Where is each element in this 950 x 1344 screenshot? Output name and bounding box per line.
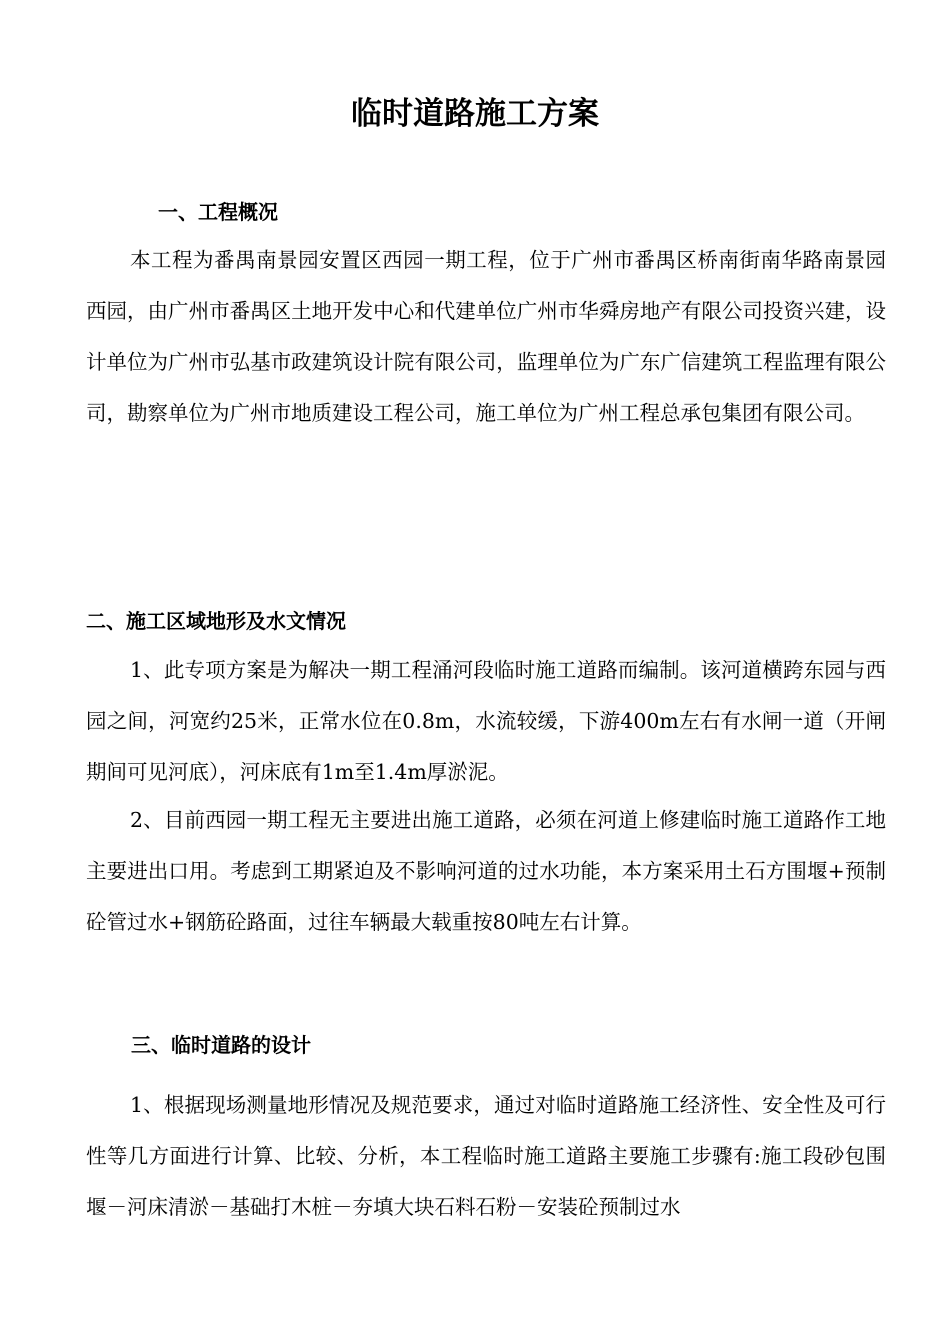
section-heading-overview: 一、工程概况 [158, 200, 278, 224]
section-heading-terrain-hydrology: 二、施工区域地形及水文情况 [86, 609, 346, 633]
page-title: 临时道路施工方案 [351, 96, 599, 132]
paragraph-terrain-2: 2、目前西园一期工程无主要进出施工道路，必须在河道上修建临时施工道路作工地主要进出口用。考虑到工期紧迫及不影响河道的过水功能，本方案采用土石方围堰+预制砼管过水+钢筋砼路面，过往车辆最大载重按80吨左右计算。 [86, 808, 886, 934]
section-heading-road-design: 三、临时道路的设计 [131, 1033, 311, 1057]
paragraph-road-design-1: 1、根据现场测量地形情况及规范要求，通过对临时道路施工经济性、安全性及可行性等几方面进行计算、比较、分析，本工程临时施工道路主要施工步骤有:施工段砂包围堰－河床清淤－基础打木桩－夯填大块石料石粉－安装砼预制过水 [86, 1093, 886, 1219]
paragraph-terrain-1: 1、此专项方案是为解决一期工程涌河段临时施工道路而编制。该河道横跨东园与西园之间，河宽约25米，正常水位在0.8m，水流较缓，下游400m左右有水闸一道（开闸期间可见河底），河床底有1m至1.4m厚淤泥。 [86, 658, 886, 784]
paragraph-overview: 本工程为番禺南景园安置区西园一期工程，位于广州市番禺区桥南街南华路南景园西园，由广州市番禺区土地开发中心和代建单位广州市华舜房地产有限公司投资兴建，设计单位为广州市弘基市政建筑设计院有限公司，监理单位为广东广信建筑工程监理有限公司，勘察单位为广州市地质建设工程公司，施工单位为广州工程总承包集团有限公司。 [86, 248, 886, 425]
